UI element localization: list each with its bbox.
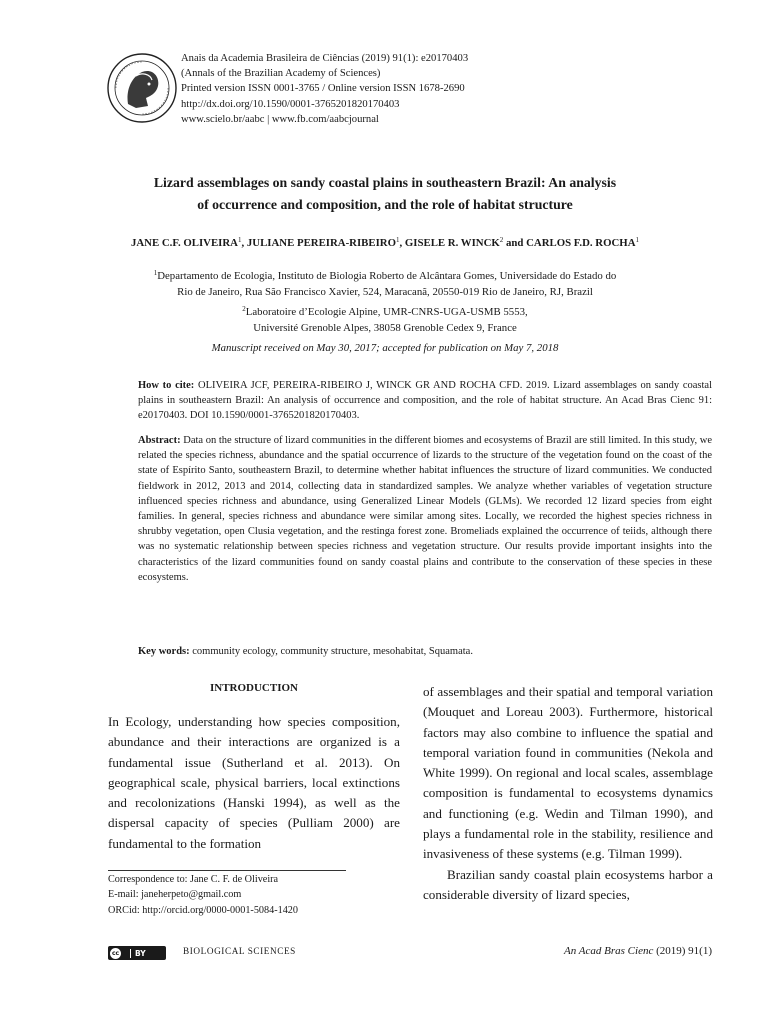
affiliation-text: Departamento de Ecologia, Instituto de Biologia Roberto de Alcântara Gomes, Universidade do Estado do xyxy=(157,270,617,282)
journal-info xyxy=(181,51,468,127)
issn-line: Printed version ISSN 0001-3765 / Online version ISSN 1678-2690 xyxy=(181,83,465,95)
footnote-divider xyxy=(108,870,346,871)
keywords-text: community ecology, community structure, mesohabitat, Squamata. xyxy=(192,646,473,657)
affiliation-line xyxy=(80,301,690,320)
author-name: GISELE R. WINCK xyxy=(404,237,500,249)
creative-commons-license-badge[interactable] xyxy=(108,946,166,960)
year-volume: (2019) 91(1) xyxy=(656,945,712,957)
keywords-label: Key words: xyxy=(138,646,190,657)
author-separator: and xyxy=(503,237,527,249)
affiliation-line xyxy=(80,265,690,284)
affiliation-text: Rio de Janeiro, Rua São Francisco Xavier, 524, Maracanã, 20550-019 Rio de Janeiro, RJ, Brazil xyxy=(177,286,593,299)
abstract xyxy=(138,433,712,585)
journal-english-name: (Annals of the Brazilian Academy of Sciences) xyxy=(181,68,381,80)
doi-link[interactable]: http://dx.doi.org/10.1590/0001-3765201820170403 xyxy=(181,98,400,110)
orcid-line[interactable]: ORCid: http://orcid.org/0000-0001-5084-1420 xyxy=(108,904,298,916)
author-separator: , xyxy=(399,237,405,249)
correspondence-line: Correspondence to: Jane C. F. de Oliveira xyxy=(108,874,279,885)
cite-text: OLIVEIRA JCF, PEREIRA-RIBEIRO J, WINCK GR AND ROCHA CFD. 2019. Lizard assemblages on sandy coastal plains in southeastern Brazil: An analysis of occurrence and composition, and the role of habitat structure. An Acad Bras Cienc 91: e20170403. DOI 10.1590/0001-3765201820170403. xyxy=(138,380,712,422)
email-line[interactable]: E-mail: janeherpeto@gmail.com xyxy=(108,889,242,901)
title-line: Lizard assemblages on sandy coastal plains in southeastern Brazil: An analysis xyxy=(153,175,617,190)
author-name: JULIANE PEREIRA-RIBEIRO xyxy=(246,237,396,249)
cc-by-label: BY xyxy=(130,949,146,958)
affiliation-line xyxy=(80,320,690,336)
author-affiliation-mark: 1 xyxy=(635,236,639,244)
keywords xyxy=(138,644,712,659)
paragraph: Brazilian sandy coastal plain ecosystems harbor a considerable diversity of lizard species, xyxy=(423,866,713,902)
author-affiliation-mark: 1 xyxy=(237,236,242,244)
how-to-cite xyxy=(138,378,712,424)
affiliations xyxy=(80,265,690,336)
author-name: JANE C.F. OLIVEIRA xyxy=(130,237,238,249)
paragraph: In Ecology, understanding how species composition, abundance and their interactions are organized is a fundamental issue (Sutherland et al. 2013). On geographical scale, physical barriers, local extinctions and recolonizations (Hanski 1994), as well as the dispersal capacity of species (Pulliam 2000) are fundamental to the formation xyxy=(108,714,400,851)
affiliation-mark: 1 xyxy=(153,269,158,277)
section-heading-introduction: INTRODUCTION xyxy=(209,682,298,694)
right-column-text xyxy=(423,682,713,905)
affiliation-mark: 2 xyxy=(242,304,246,313)
abstract-text: Data on the structure of lizard communities in the different biomes and ecosystems of Brazil are still limited. In this study, we related the species richness, abundance and the spatial occurrence of lizards to the structure of the vegetation found on the coast of the state of Espírito Santo, southeastern Brazil, to determine whether habitat influences the structure of lizard communities. We conducted fieldwork in 2012, 2013 and 2014, collecting data in standardized samples. We analyze whether variables of vegetation structure influenced species richness and abundance, using Generalized Linear Models (GLMs). We recorded 12 lizard species from eight families. In general, species richness and abundance were similar among sites. Locally, we recorded the highest species richness in shrubby vegetation, open Clusia vegetation, and the restinga forest zone. Bromeliads explained the occurrence of teiids, although there was no systematic relationship between species richness and vegetation structure. Our results provide important insights into the characteristics of the lizard communities found on sandy coastal plains and contribute to the conservation of these species in these ecosystems. xyxy=(138,435,713,583)
journal-web-links[interactable]: www.scielo.br/aabc | www.fb.com/aabcjournal xyxy=(181,113,379,125)
author-affiliation-mark: 1 xyxy=(395,236,400,244)
journal-abbrev: An Acad Bras Cienc xyxy=(564,945,654,957)
academy-seal-logo xyxy=(106,52,178,124)
journal-name: Anais da Academia Brasileira de Ciências (2019) 91(1): e20170403 xyxy=(181,53,469,64)
author-separator: , xyxy=(241,237,247,249)
section-label: BIOLOGICAL SCIENCES xyxy=(183,946,296,956)
footnotes xyxy=(108,872,298,918)
paragraph: of assemblages and their spatial and temporal variation (Mouquet and Loreau 2003). Furthermore, historical factors may also combine to influence the spatial and temporal variation found in communities (Nekola and White 1999). On regional and local scales, assemblage composition is fundamental to ecosystems dynamics and functioning (e.g. Wedin and Tilman 1990), and plays a fundamental role in the stability, resilience and invasiveness of these systems (e.g. Tilman 1999). xyxy=(423,684,713,862)
abstract-label: Abstract: xyxy=(138,435,181,446)
cite-label: How to cite: xyxy=(138,380,195,391)
author-name: CARLOS F.D. ROCHA xyxy=(526,237,636,249)
affiliation-line xyxy=(80,284,690,300)
affiliation-text: Université Grenoble Alpes, 38058 Grenoble Cedex 9, France xyxy=(253,321,517,334)
article-title xyxy=(60,172,710,216)
title-line: of occurrence and composition, and the role of habitat structure xyxy=(197,197,573,212)
footer-journal-citation xyxy=(564,945,712,957)
author-affiliation-mark: 2 xyxy=(499,236,504,244)
manuscript-dates: Manuscript received on May 30, 2017; accepted for publication on May 7, 2018 xyxy=(211,342,559,354)
cc-icon: cc xyxy=(111,949,120,957)
author-list xyxy=(40,236,730,249)
left-column-text xyxy=(108,712,400,854)
affiliation-text: Laboratoire d’Ecologie Alpine, UMR-CNRS-UGA-USMB 5553, xyxy=(245,305,528,318)
